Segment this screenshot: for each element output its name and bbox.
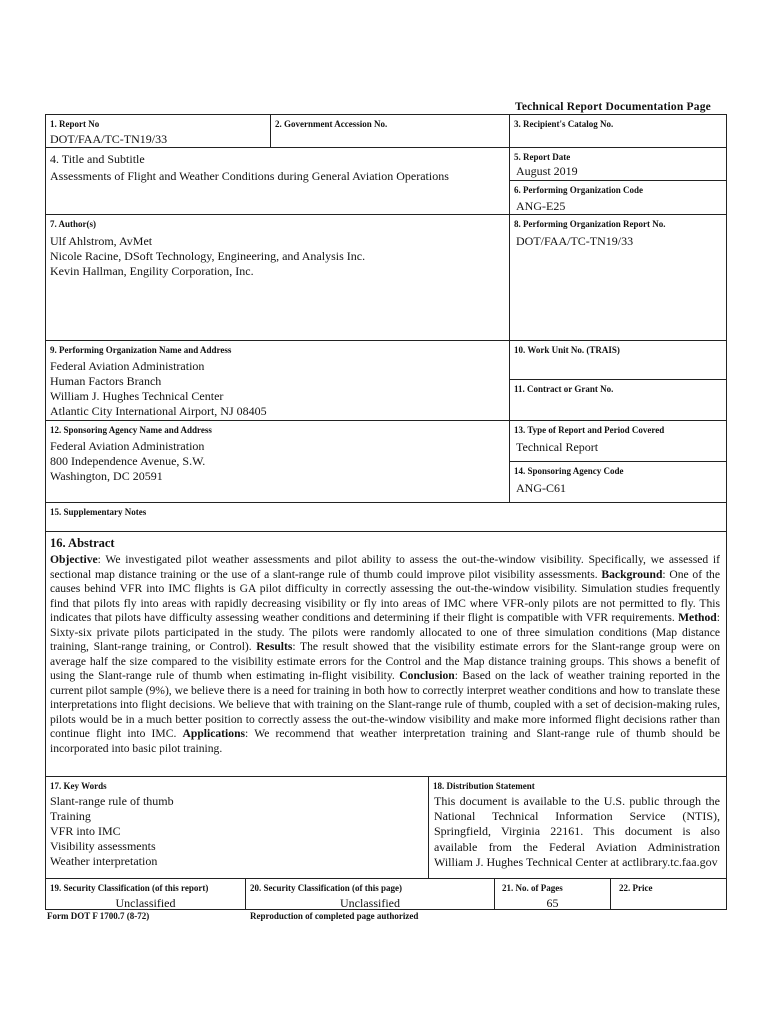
form-number: Form DOT F 1700.7 (8-72) [47,911,150,921]
field-report-type [509,420,727,462]
field-security-report [45,878,246,910]
address-line: Federal Aviation Administration [50,439,205,453]
title-value: Assessments of Flight and Weather Conditions during General Aviation Operations [50,169,449,183]
author-line: Ulf Ahlstrom, AvMet [50,234,153,248]
field-label: 8. Performing Organization Report No. [514,219,666,229]
field-label: 22. Price [619,883,653,893]
address-line: 800 Independence Avenue, S.W. [50,454,206,468]
field-label: 15. Supplementary Notes [50,507,147,517]
security-report-value: Unclassified [115,896,176,910]
field-recipient-catalog [509,114,727,148]
field-performing-org-name [45,340,510,421]
key-words-list [50,794,174,869]
field-label: 21. No. of Pages [502,883,563,893]
field-price [610,878,727,910]
field-title-subtitle [45,147,510,215]
key-word: Weather interpretation [50,854,158,868]
address-line: Atlantic City International Airport, NJ 08405 [50,404,267,418]
field-distribution [428,776,727,879]
field-performing-org-code [509,180,727,215]
report-no-value: DOT/FAA/TC-TN19/33 [50,132,168,146]
abstract-heading: Results [256,640,293,653]
field-label: 13. Type of Report and Period Covered [514,425,665,435]
field-sponsoring-agency-code [509,461,727,503]
field-report-no [45,114,271,148]
key-word: VFR into IMC [50,824,121,838]
field-contract-grant-no [509,379,727,421]
field-label: 7. Author(s) [50,219,97,229]
abstract-body [50,553,720,756]
abstract-text: : Based on the lack of weather training reported in the current pilot sample (9%), we believe there is a need for training in both how to correctly interpret weather conditions and how to translate these interpretations into flight decisions. We believe that with training on the Slant-range rule of thumb, coupled with a set of decision-making rules, pilots would be in a much better position to correctly assess the out-the-window visibility and make more informed flight decisions rather than continue flight into IMC. [50,669,720,740]
performing-org-report-no-value: DOT/FAA/TC-TN19/33 [516,234,634,248]
field-label: 17. Key Words [50,781,107,791]
field-label: 4. Title and Subtitle [50,152,145,166]
abstract-heading: Applications [182,727,246,740]
field-label: 1. Report No [50,119,100,129]
sponsoring-agency-address [50,439,205,484]
field-label: 12. Sponsoring Agency Name and Address [50,425,212,435]
field-label: 14. Sponsoring Agency Code [514,466,624,476]
reproduction-note: Reproduction of completed page authorized [250,911,419,921]
field-work-unit-no [509,340,727,380]
field-label: 20. Security Classification (of this page) [250,883,402,893]
field-label: 10. Work Unit No. (TRAIS) [514,345,620,355]
performing-org-address [50,359,267,419]
num-pages-value: 65 [546,896,559,910]
field-key-words [45,776,429,879]
field-label: 3. Recipient's Catalog No. [514,119,614,129]
report-type-value: Technical Report [516,440,599,454]
field-label: 9. Performing Organization Name and Address [50,345,232,355]
sponsoring-agency-code-value: ANG-C61 [516,481,566,495]
field-security-page [245,878,495,910]
field-label: 5. Report Date [514,152,571,162]
security-page-value: Unclassified [340,896,400,910]
author-line: Kevin Hallman, Engility Corporation, Inc. [50,264,254,278]
performing-org-code-value: ANG-E25 [516,199,566,213]
abstract-heading: Background [601,567,663,581]
abstract-heading: Conclusion [399,669,455,682]
abstract-text: : One of the causes behind VFR into IMC flights is GA pilot difficulty in correctly assessing the out-the-window visibility. Simulation studies frequently find that pilots fly into areas with rapidly decreasing visibility or fly into areas of IMC where VFR-only pilots are not permitted to fly. This indicates that pilots have difficulty assessing weather conditions and determining if their flight is compatible with VFR requirements. [50,567,720,624]
field-abstract [45,531,727,777]
field-performing-org-report-no [509,214,727,341]
address-line: Federal Aviation Administration [50,359,205,373]
abstract-heading: Method [678,611,717,624]
author-line: Nicole Racine, DSoft Technology, Engineering, and Analysis Inc. [50,249,366,263]
abstract-text: : Sixty-six private pilots participated in the study. The pilots were randomly allocated to one of three simulation conditions (Map distance training, Slant-range training, or Control). [50,611,720,653]
field-sponsoring-agency [45,420,510,503]
field-label: 19. Security Classification (of this report) [50,883,209,893]
field-label: 18. Distribution Statement [433,781,535,791]
field-authors [45,214,510,341]
field-gov-accession [270,114,510,148]
key-word: Visibility assessments [50,839,156,853]
field-num-pages [494,878,611,910]
report-date-value: August 2019 [516,164,578,178]
distribution-text: This document is available to the U.S. public through the National Technical Information Service (NTIS), Springfield, Virginia 22161. This document is also available from the Federal Aviation Administration William J. Hughes Technical Center at actlibrary.tc.faa.gov [434,794,720,869]
abstract-text: : We recommend that weather interpretation training and Slant-range rule of thumb should be incorporated into basic pilot training. [50,727,720,755]
abstract-text: : The result showed that the visibility estimate errors for the Slant-range group were on average half the size compared to the visibility estimate errors for the Control and the Map distance training groups. This shows a benefit of using the Slant-range rule of thumb when estimating in-flight visibility. [50,640,720,682]
field-supplementary-notes [45,502,727,532]
key-word: Training [50,809,91,823]
field-label: 2. Government Accession No. [275,119,388,129]
field-label: 6. Performing Organization Code [514,185,643,195]
address-line: Washington, DC 20591 [50,469,163,483]
abstract-text: : We investigated pilot weather assessments and pilot ability to assess the out-the-window visibility. Specifically, we assessed if sectional map distance training or the use of a slant-range rule of thumb could improve pilot visibility assessments. [50,553,720,581]
field-label: 11. Contract or Grant No. [514,384,614,394]
authors-list [50,234,503,279]
abstract-label: 16. Abstract [50,536,115,550]
address-line: Human Factors Branch [50,374,162,388]
key-word: Slant-range rule of thumb [50,794,174,808]
page-title: Technical Report Documentation Page [515,101,711,113]
abstract-heading: Objective [50,553,98,566]
address-line: William J. Hughes Technical Center [50,389,224,403]
field-report-date [509,147,727,181]
